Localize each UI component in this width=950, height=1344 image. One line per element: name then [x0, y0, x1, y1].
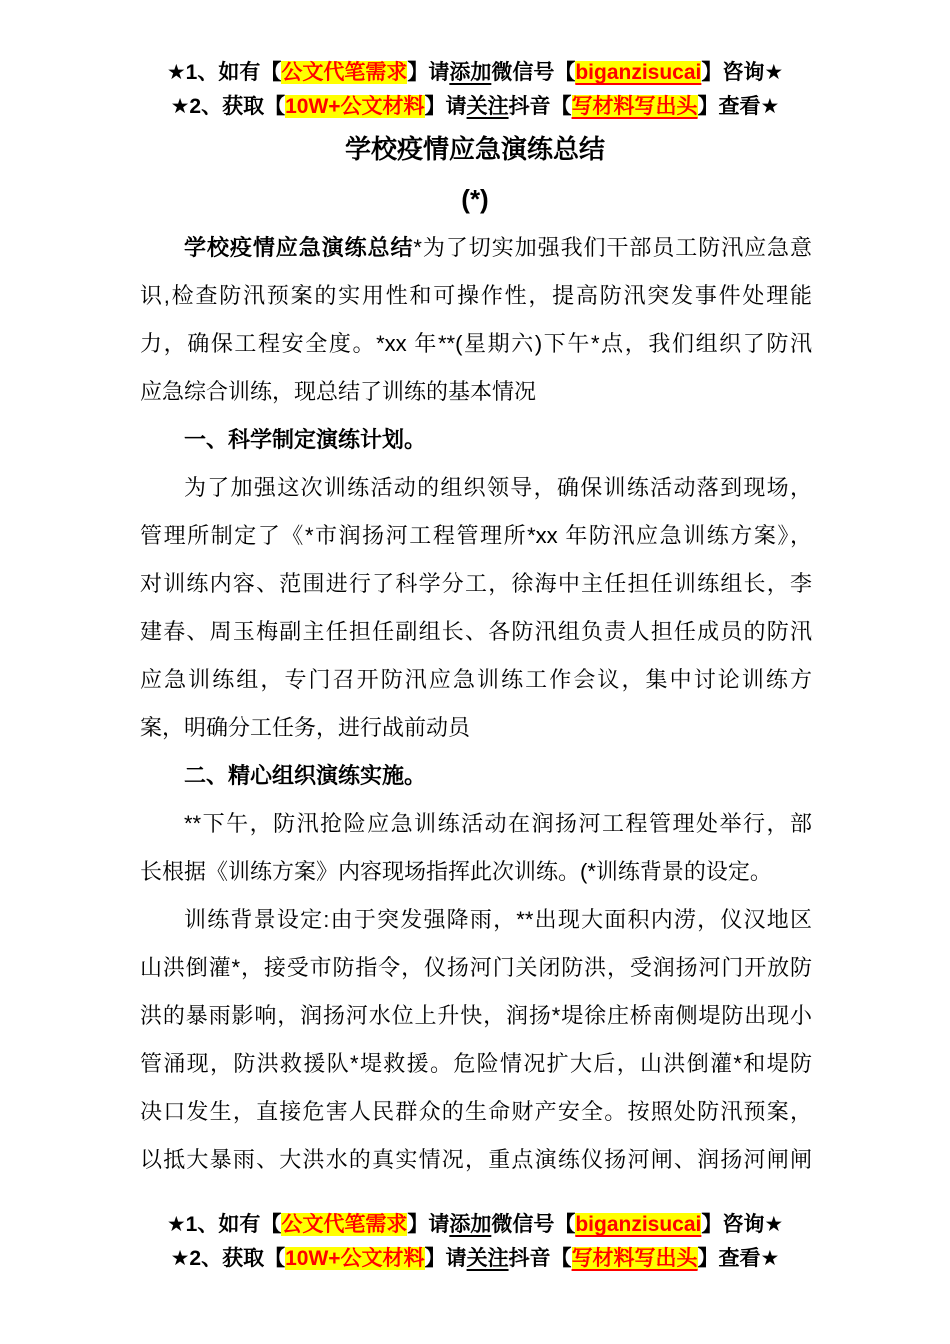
paragraph-line: 管理所制定了《*市润扬河工程管理所*xx 年防汛应急训练方案》，: [140, 523, 812, 548]
promo-text: 】咨询★: [701, 1213, 784, 1236]
paragraph-line: 洪的暴雨影响，润扬河水位上升快，润扬*堤徐庄桥南侧堤防出现小: [140, 1003, 812, 1028]
highlighted-phrase: 公文代笔需求: [281, 61, 408, 84]
document-body: [0, 224, 950, 1184]
promo-text: 微信号【: [491, 61, 576, 84]
promo-text: 】查看★: [697, 95, 780, 118]
promo-text: 】查看★: [697, 1247, 780, 1270]
promo-text: 】咨询★: [701, 61, 784, 84]
paragraph-line: [140, 224, 812, 272]
highlighted-douyin-id: 写材料写出头: [571, 1247, 698, 1270]
promo-text: 】请: [407, 61, 450, 84]
paragraph-line: 管涌现，防洪救援队*堤救援。危险情况扩大后，山洪倒灌*和堤防: [140, 1051, 812, 1076]
header-promo-line-1: [0, 56, 950, 90]
promo-text: 】请: [424, 95, 467, 118]
header-promo: [0, 0, 950, 124]
section-heading-2: 二、精心组织演练实施。: [184, 763, 427, 788]
promo-text: 抖音【: [508, 95, 572, 118]
paragraph-line: 训练背景设定:由于突发强降雨，**出现大面积内涝，仪汉地区: [184, 907, 812, 932]
paragraph-line: 识,检查防汛预案的实用性和可操作性，提高防汛突发事件处理能: [140, 283, 812, 308]
underlined-word: 关注: [466, 1247, 509, 1270]
footer-promo-line-1: [0, 1208, 950, 1242]
paragraph-line: 应急训练组，专门召开防汛应急训练工作会议，集中讨论训练方: [140, 667, 812, 692]
promo-text: 抖音【: [508, 1247, 572, 1270]
section-heading-1: 一、科学制定演练计划。: [184, 427, 427, 452]
promo-text: ★1、如有【: [166, 61, 282, 84]
paragraph-line: **下午，防汛抢险应急训练活动在润扬河工程管理处举行，部: [184, 811, 812, 836]
underlined-word: 添加: [449, 61, 492, 84]
paragraph-line: 力，确保工程安全度。*xx 年**(星期六)下午*点，我们组织了防汛: [140, 331, 812, 356]
document-title: 学校疫情应急演练总结: [344, 134, 605, 164]
header-promo-line-2: [0, 90, 950, 124]
paragraph-line: 应急综合训练，现总结了训练的基本情况: [140, 379, 537, 404]
paragraph-line: 对训练内容、范围进行了科学分工，徐海中主任担任训练组长，李: [140, 571, 812, 596]
highlighted-wechat-id: biganzisucai: [575, 1213, 702, 1236]
underlined-word: 关注: [466, 95, 509, 118]
underlined-word: 添加: [449, 1213, 492, 1236]
promo-text: 】请: [424, 1247, 467, 1270]
promo-text: 】请: [407, 1213, 450, 1236]
paragraph-line: 案，明确分工任务，进行战前动员: [140, 715, 471, 740]
paragraph-line: 建春、周玉梅副主任担任副组长、各防汛组负责人担任成员的防汛: [140, 619, 812, 644]
footer-promo: [0, 1208, 950, 1276]
paragraph-lead-bold: 学校疫情应急演练总结: [184, 235, 414, 260]
paragraph-line: 长根据《训练方案》内容现场指挥此次训练。(*训练背景的设定。: [140, 859, 772, 884]
document-subtitle: (*): [461, 184, 489, 214]
highlighted-douyin-id: 写材料写出头: [571, 95, 698, 118]
paragraph-line: 为了加强这次训练活动的组织领导，确保训练活动落到现场，: [184, 475, 812, 500]
promo-text: ★2、获取【: [170, 1247, 286, 1270]
highlighted-phrase: 10W+公文材料: [285, 1247, 425, 1270]
promo-text: 微信号【: [491, 1213, 576, 1236]
footer-promo-line-2: [0, 1242, 950, 1276]
highlighted-phrase: 10W+公文材料: [285, 95, 425, 118]
promo-text: ★1、如有【: [166, 1213, 282, 1236]
paragraph-line: 决口发生，直接危害人民群众的生命财产安全。按照处防汛预案，: [140, 1099, 812, 1124]
promo-text: ★2、获取【: [170, 95, 286, 118]
paragraph-line: 山洪倒灌*，接受市防指令，仪扬河门关闭防洪，受润扬河门开放防: [140, 955, 812, 980]
paragraph-text: *为了切实加强我们干部员工防汛应急意: [413, 235, 812, 260]
highlighted-wechat-id: biganzisucai: [575, 61, 702, 84]
paragraph-line: 以抵大暴雨、大洪水的真实情况，重点演练仪扬河闸、润扬河闸闸: [140, 1147, 812, 1172]
highlighted-phrase: 公文代笔需求: [281, 1213, 408, 1236]
